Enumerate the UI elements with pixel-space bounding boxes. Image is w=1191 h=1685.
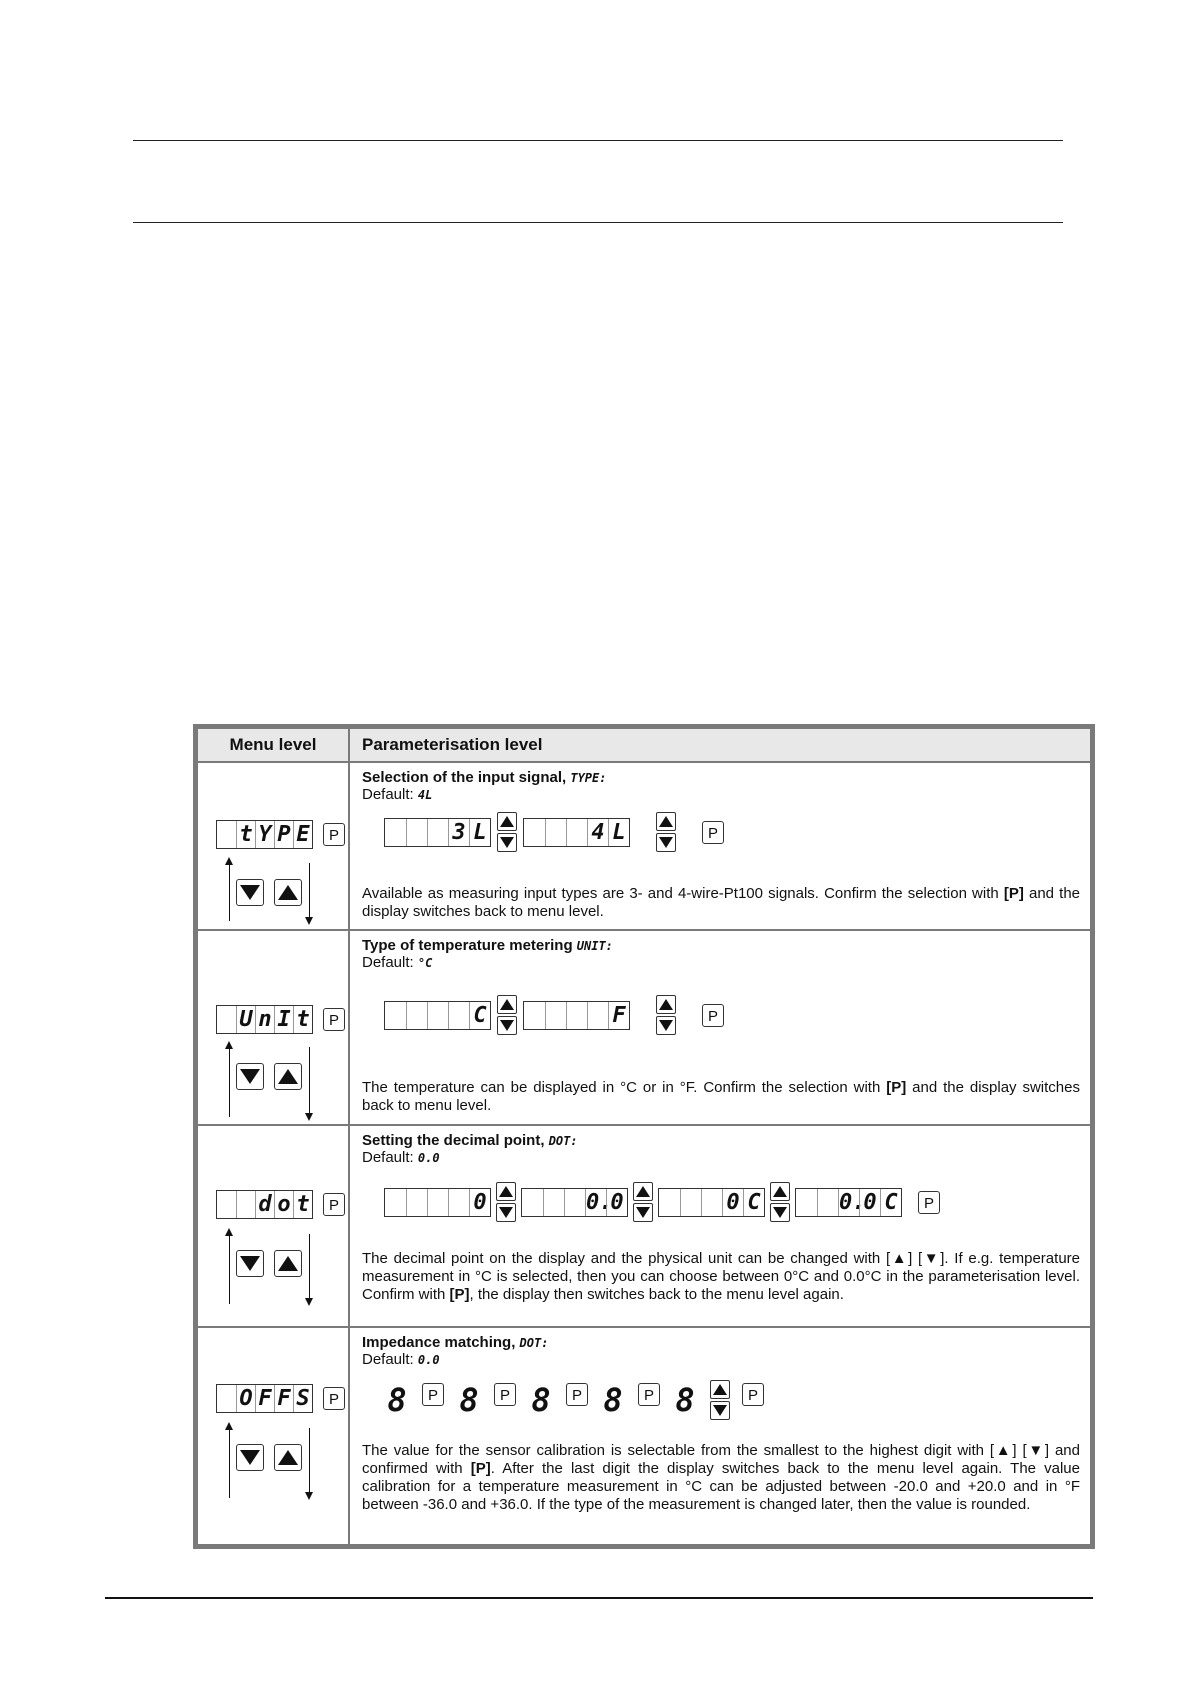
down-arrow-icon bbox=[500, 1020, 514, 1031]
param-description: The decimal point on the display and the physical unit can be changed with [▲] [▼]. If e.g. temperature measurement in °C is selected, then you can choose between 0°C and 0.0°C in the parameterisation level. Confirm with [P], the display then switches back to the menu level again. bbox=[362, 1250, 1080, 1303]
p-button[interactable]: P bbox=[323, 1387, 345, 1410]
digit-display: 8 bbox=[531, 1381, 551, 1419]
nav-arrow-up-line bbox=[229, 863, 230, 921]
down-button[interactable] bbox=[236, 879, 264, 906]
p-button[interactable]: P bbox=[918, 1191, 940, 1214]
up-down-buttons[interactable] bbox=[656, 812, 676, 852]
down-arrow-icon bbox=[636, 1207, 650, 1218]
up-down-buttons[interactable] bbox=[656, 995, 676, 1035]
up-arrow-icon bbox=[636, 1186, 650, 1197]
menu-display-offs: O F F S bbox=[216, 1384, 313, 1413]
down-arrow-icon bbox=[240, 1256, 260, 1271]
option-display-celsius: C bbox=[384, 1001, 491, 1030]
up-down-buttons[interactable] bbox=[496, 1182, 516, 1222]
up-down-buttons[interactable] bbox=[710, 1380, 730, 1420]
down-arrow-icon bbox=[240, 1450, 260, 1465]
option-display-0: 0 bbox=[384, 1188, 491, 1217]
up-arrow-icon bbox=[500, 999, 514, 1010]
menu-cell-dot bbox=[197, 1125, 349, 1327]
up-button[interactable] bbox=[274, 1250, 302, 1277]
p-button[interactable]: P bbox=[422, 1383, 444, 1406]
menu-cell-unit bbox=[197, 930, 349, 1125]
up-down-buttons[interactable] bbox=[497, 812, 517, 852]
p-button[interactable]: P bbox=[702, 1004, 724, 1027]
param-cell-offs: Impedance matching, DOT: Default: 0.0 8 P 8 P 8 P 8 P 8 P The value for the sensor calibration is selectable from the smallest to the highest digit with [▲] [▼] and confirmed with [P]. After the last digit the display switches back to the menu level again. The value calibration for a temperature measurement in °C can be adjusted between -20.0 and +20.0 and in °F between -36.0 and +36.0. If the type of the measurement is changed later, then the value is rounded. bbox=[349, 1327, 1091, 1545]
default-value: 0.0 bbox=[417, 1151, 440, 1165]
default-value: 4L bbox=[417, 788, 433, 802]
up-down-buttons[interactable] bbox=[633, 1182, 653, 1222]
up-arrow-icon bbox=[773, 1186, 787, 1197]
down-arrow-icon bbox=[659, 1020, 673, 1031]
footer-rule bbox=[105, 1597, 1093, 1599]
parameter-table bbox=[193, 724, 1095, 1549]
up-arrow-icon bbox=[278, 885, 298, 900]
p-button[interactable]: P bbox=[494, 1383, 516, 1406]
digit-display: 8 bbox=[387, 1381, 407, 1419]
menu-cell-offs bbox=[197, 1327, 349, 1545]
param-cell-unit: Type of temperature metering UNIT: Default: °C C F P The temperature can be displayed in °C or in °F. Confirm the selection with [P] and the display switches back to menu level. bbox=[349, 930, 1091, 1125]
option-display-0c: 0 C bbox=[658, 1188, 765, 1217]
p-button[interactable]: P bbox=[702, 821, 724, 844]
down-arrow-icon bbox=[499, 1207, 513, 1218]
menu-display-type: t Y P E bbox=[216, 820, 313, 849]
up-down-buttons[interactable] bbox=[770, 1182, 790, 1222]
nav-arrow-down-line bbox=[309, 863, 310, 919]
down-button[interactable] bbox=[236, 1063, 264, 1090]
up-down-buttons[interactable] bbox=[497, 995, 517, 1035]
p-button[interactable]: P bbox=[742, 1383, 764, 1406]
menu-display-dot: d o t bbox=[216, 1190, 313, 1219]
default-value: 0.0 bbox=[417, 1353, 440, 1367]
p-button[interactable]: P bbox=[323, 823, 345, 846]
header-rule-bottom bbox=[133, 222, 1063, 223]
down-arrow-icon bbox=[240, 1069, 260, 1084]
param-description: Available as measuring input types are 3- and 4-wire-Pt100 signals. Confirm the selection with [P] and the display switches back to menu level. bbox=[362, 885, 1080, 920]
down-button[interactable] bbox=[236, 1250, 264, 1277]
p-button[interactable]: P bbox=[323, 1008, 345, 1031]
up-arrow-icon bbox=[278, 1069, 298, 1084]
p-button[interactable]: P bbox=[323, 1193, 345, 1216]
param-title: Setting the decimal point, bbox=[362, 1132, 545, 1149]
digit-display: 8 bbox=[603, 1381, 623, 1419]
up-arrow-icon bbox=[659, 816, 673, 827]
up-arrow-icon bbox=[713, 1384, 727, 1395]
down-button[interactable] bbox=[236, 1444, 264, 1471]
param-description: The temperature can be displayed in °C or in °F. Confirm the selection with [P] and the display switches back to menu level. bbox=[362, 1079, 1080, 1114]
header-parameterisation-level: Parameterisation level bbox=[349, 728, 1091, 762]
default-value: °C bbox=[417, 956, 433, 970]
param-description: The value for the sensor calibration is selectable from the smallest to the highest digit with [▲] [▼] and confirmed with [P]. After the last digit the display switches back to the menu level again. The value calibration for a temperature measurement in °C can be adjusted between -20.0 and +20.0 and in °F between -36.0 and +36.0. If the type of the measurement is changed later, then the value is rounded. bbox=[362, 1442, 1080, 1513]
up-button[interactable] bbox=[274, 1063, 302, 1090]
up-button[interactable] bbox=[274, 879, 302, 906]
digit-display: 8 bbox=[459, 1381, 479, 1419]
header-menu-level: Menu level bbox=[197, 728, 349, 762]
up-arrow-icon bbox=[659, 999, 673, 1010]
option-display-0-0: 0. 0 bbox=[521, 1188, 628, 1217]
up-arrow-icon bbox=[278, 1256, 298, 1271]
param-title: Selection of the input signal, bbox=[362, 769, 567, 786]
param-title: Type of temperature metering bbox=[362, 937, 573, 954]
down-arrow-icon bbox=[659, 837, 673, 848]
menu-cell-type bbox=[197, 762, 349, 930]
param-title: Impedance matching, bbox=[362, 1334, 516, 1351]
option-display-4l: 4 L bbox=[523, 818, 630, 847]
down-arrow-icon bbox=[500, 837, 514, 848]
menu-display-unit: U n I t bbox=[216, 1005, 313, 1034]
p-button[interactable]: P bbox=[566, 1383, 588, 1406]
param-cell-dot: Setting the decimal point, DOT: Default: 0.0 0 0. 0 0 C 0. 0 C P The decimal point on the display and the physical unit can be changed with [▲] [▼]. If e.g. temperature measurement in °C is selected, then you can choose between 0°C and 0.0°C in the parameterisation level. Confirm with [P], the display then switches back to the menu level again. bbox=[349, 1125, 1091, 1327]
option-display-3l: 3 L bbox=[384, 818, 491, 847]
option-display-0-0c: 0. 0 C bbox=[795, 1188, 902, 1217]
option-display-fahrenheit: F bbox=[523, 1001, 630, 1030]
down-arrow-icon bbox=[240, 885, 260, 900]
up-arrow-icon bbox=[499, 1186, 513, 1197]
down-arrow-icon bbox=[713, 1405, 727, 1416]
down-arrow-icon bbox=[773, 1207, 787, 1218]
header-rule-top bbox=[133, 140, 1063, 141]
digit-display: 8 bbox=[675, 1381, 695, 1419]
p-button[interactable]: P bbox=[638, 1383, 660, 1406]
up-arrow-icon bbox=[278, 1450, 298, 1465]
up-button[interactable] bbox=[274, 1444, 302, 1471]
up-arrow-icon bbox=[500, 816, 514, 827]
param-cell-type: Selection of the input signal, TYPE: Default: 4L 3 L 4 L P Available as measuring input types are 3- and 4-wire-Pt100 signals. Confirm the selection with [P] and the display switches back to menu level. bbox=[349, 762, 1091, 930]
